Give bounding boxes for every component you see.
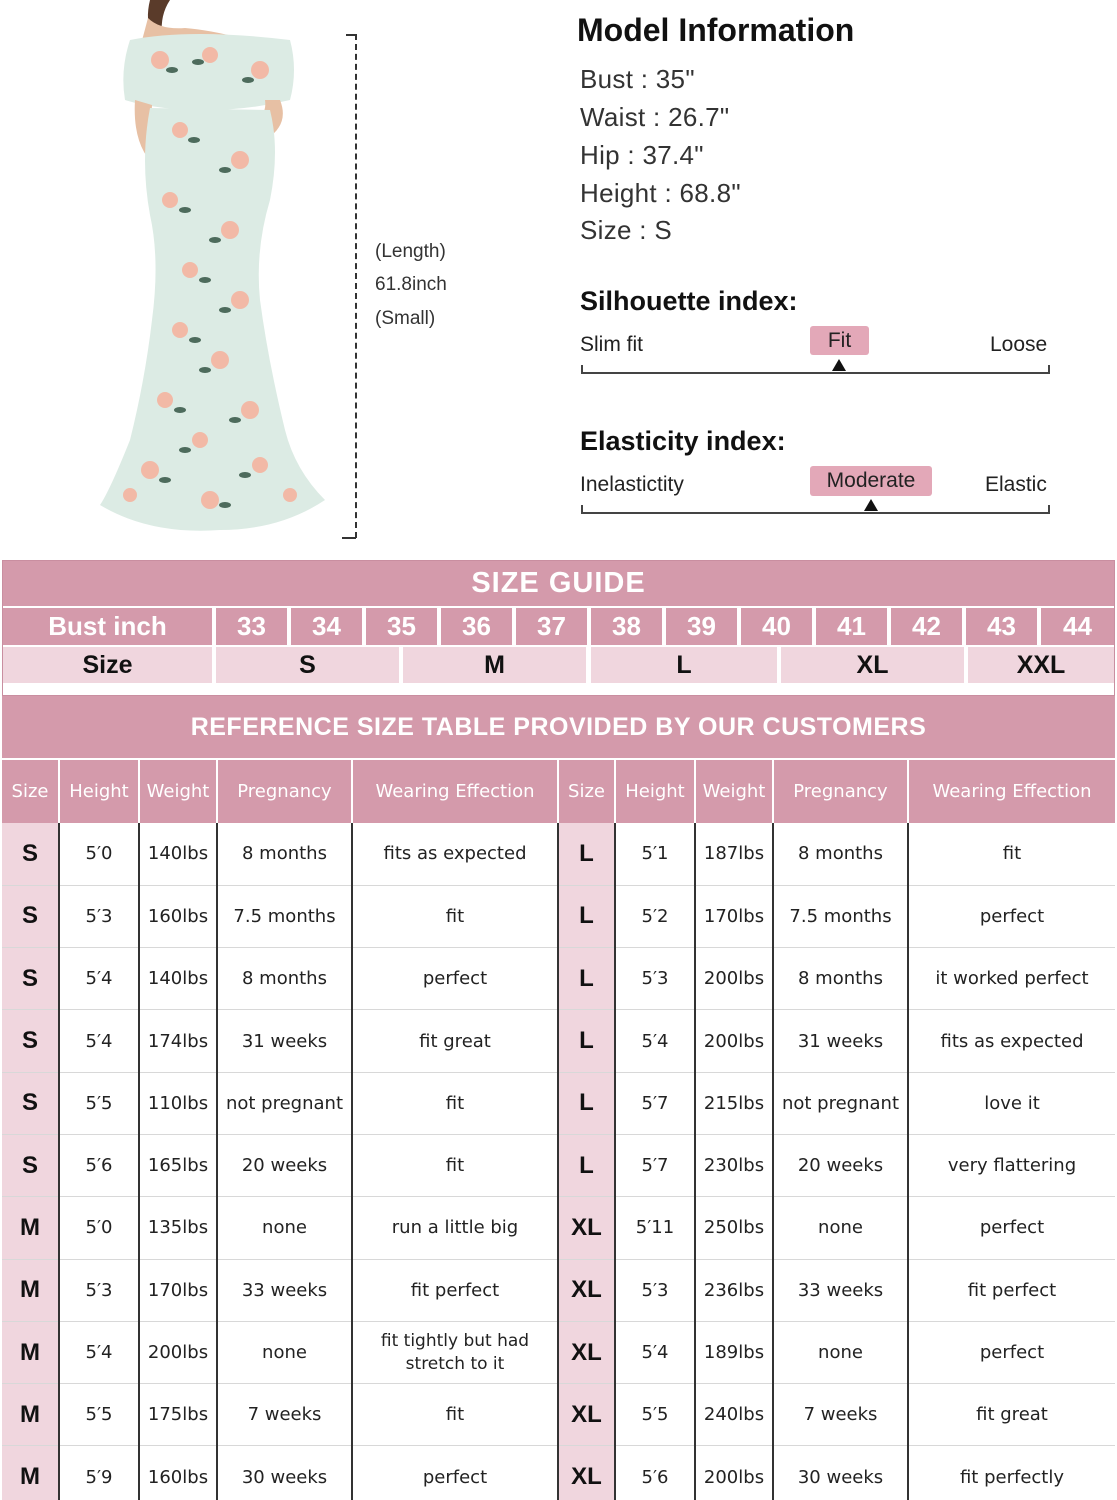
cell-wearing-effection: fit	[352, 885, 558, 947]
cell-weight: 160lbs	[139, 885, 217, 947]
header-height: Height	[615, 760, 695, 823]
table-row	[2, 948, 1115, 1010]
cell-size: L	[558, 823, 615, 885]
cell-pregnancy: none	[217, 1197, 352, 1259]
cell-weight: 170lbs	[139, 1259, 217, 1321]
size-row-label: Size	[3, 647, 212, 683]
cell-wearing-effection: fit tightly but had stretch to it	[352, 1321, 558, 1383]
cell-size: S	[2, 1010, 59, 1072]
bust-value: 34	[291, 608, 362, 645]
cell-wearing-effection: love it	[908, 1072, 1115, 1134]
table-row	[2, 1384, 1115, 1446]
bust-value: 35	[366, 608, 437, 645]
cell-height: 5′6	[615, 1446, 695, 1500]
elasticity-scale	[581, 505, 1050, 514]
header-size: Size	[2, 760, 59, 823]
cell-size: L	[558, 948, 615, 1010]
cell-weight: 200lbs	[695, 1010, 773, 1072]
cell-height: 5′0	[59, 823, 139, 885]
cell-height: 5′9	[59, 1446, 139, 1500]
cell-size: XL	[558, 1259, 615, 1321]
cell-size: S	[2, 1134, 59, 1196]
cell-wearing-effection: perfect	[908, 1321, 1115, 1383]
silhouette-left-label: Slim fit	[580, 333, 643, 356]
bust-value: 41	[816, 608, 887, 645]
model-waist: Waist : 26.7"	[580, 102, 730, 132]
cell-height: 5′7	[615, 1072, 695, 1134]
cell-pregnancy: 8 months	[773, 948, 908, 1010]
cell-weight: 160lbs	[139, 1446, 217, 1500]
bust-value: 38	[591, 608, 662, 645]
cell-size: L	[558, 885, 615, 947]
cell-height: 5′1	[615, 823, 695, 885]
size-cell-m: M	[403, 647, 586, 683]
elasticity-marker-icon	[864, 499, 878, 511]
cell-weight: 140lbs	[139, 948, 217, 1010]
length-tick-bottom	[342, 537, 356, 539]
elasticity-title: Elasticity index:	[580, 426, 786, 456]
bust-value: 39	[666, 608, 737, 645]
bust-value: 43	[966, 608, 1037, 645]
cell-height: 5′6	[59, 1134, 139, 1196]
cell-size: S	[2, 885, 59, 947]
model-info-title: Model Information	[577, 12, 855, 48]
size-cell-l: L	[591, 647, 777, 683]
header-size: Size	[558, 760, 615, 823]
cell-height: 5′3	[59, 885, 139, 947]
cell-weight: 236lbs	[695, 1259, 773, 1321]
cell-pregnancy: 30 weeks	[217, 1446, 352, 1500]
cell-pregnancy: not pregnant	[217, 1072, 352, 1134]
cell-wearing-effection: very flattering	[908, 1134, 1115, 1196]
model-photo	[90, 0, 340, 540]
cell-height: 5′4	[615, 1010, 695, 1072]
model-height: Height : 68.8"	[580, 178, 741, 208]
bust-inch-label: Bust inch	[3, 608, 212, 645]
header-weight: Weight	[695, 760, 773, 823]
header-wearing-effection: Wearing Effection	[352, 760, 558, 823]
cell-pregnancy: not pregnant	[773, 1072, 908, 1134]
silhouette-marker-icon	[832, 359, 846, 371]
cell-size: S	[2, 1072, 59, 1134]
cell-weight: 135lbs	[139, 1197, 217, 1259]
size-cell-xl: XL	[781, 647, 964, 683]
length-indicator-line	[355, 34, 357, 538]
cell-height: 5′3	[615, 948, 695, 1010]
model-size: Size : S	[580, 215, 672, 245]
cell-size: L	[558, 1072, 615, 1134]
length-value: 61.8inch	[375, 274, 447, 295]
cell-weight: 240lbs	[695, 1384, 773, 1446]
cell-weight: 187lbs	[695, 823, 773, 885]
cell-pregnancy: none	[773, 1321, 908, 1383]
cell-pregnancy: 33 weeks	[773, 1259, 908, 1321]
model-hip: Hip : 37.4"	[580, 140, 704, 170]
length-tick-top	[346, 34, 356, 36]
cell-weight: 175lbs	[139, 1384, 217, 1446]
cell-height: 5′4	[59, 1321, 139, 1383]
cell-weight: 110lbs	[139, 1072, 217, 1134]
cell-wearing-effection: fit perfect	[352, 1259, 558, 1321]
cell-pregnancy: 20 weeks	[217, 1134, 352, 1196]
cell-size: S	[2, 948, 59, 1010]
cell-height: 5′3	[615, 1259, 695, 1321]
cell-pregnancy: 31 weeks	[217, 1010, 352, 1072]
cell-pregnancy: 7.5 months	[217, 885, 352, 947]
cell-wearing-effection: fit	[352, 1134, 558, 1196]
cell-weight: 200lbs	[695, 948, 773, 1010]
table-row	[2, 1134, 1115, 1196]
table-row	[2, 1321, 1115, 1383]
silhouette-selected-pill: Fit	[810, 326, 869, 355]
bust-value: 44	[1041, 608, 1114, 645]
cell-wearing-effection: fit	[908, 823, 1115, 885]
cell-wearing-effection: fit perfect	[908, 1259, 1115, 1321]
cell-size: L	[558, 1010, 615, 1072]
size-guide-title: SIZE GUIDE	[3, 561, 1114, 606]
reference-table-title: REFERENCE SIZE TABLE PROVIDED BY OUR CUSTOMERS	[2, 696, 1115, 758]
cell-pregnancy: none	[773, 1197, 908, 1259]
cell-height: 5′4	[615, 1321, 695, 1383]
bust-value: 37	[516, 608, 587, 645]
cell-height: 5′4	[59, 1010, 139, 1072]
header-pregnancy: Pregnancy	[773, 760, 908, 823]
cell-wearing-effection: fit	[352, 1384, 558, 1446]
header-weight: Weight	[139, 760, 217, 823]
cell-weight: 170lbs	[695, 885, 773, 947]
elasticity-selected-pill: Moderate	[810, 466, 932, 496]
header-wearing-effection: Wearing Effection	[908, 760, 1115, 823]
bust-value: 42	[891, 608, 962, 645]
reference-table-body	[2, 823, 1115, 1500]
cell-size: XL	[558, 1446, 615, 1500]
cell-pregnancy: 7 weeks	[217, 1384, 352, 1446]
table-row	[2, 1259, 1115, 1321]
table-row	[2, 1072, 1115, 1134]
header-pregnancy: Pregnancy	[217, 760, 352, 823]
cell-height: 5′5	[59, 1384, 139, 1446]
cell-wearing-effection: fit great	[352, 1010, 558, 1072]
reference-table	[2, 760, 1115, 1500]
cell-wearing-effection: perfect	[908, 885, 1115, 947]
length-size: (Small)	[375, 308, 436, 329]
size-cell-s: S	[216, 647, 399, 683]
cell-height: 5′4	[59, 948, 139, 1010]
cell-pregnancy: 20 weeks	[773, 1134, 908, 1196]
table-row	[2, 885, 1115, 947]
cell-wearing-effection: fit great	[908, 1384, 1115, 1446]
cell-size: XL	[558, 1197, 615, 1259]
cell-pregnancy: 7.5 months	[773, 885, 908, 947]
cell-size: M	[2, 1259, 59, 1321]
cell-size: L	[558, 1134, 615, 1196]
elasticity-left-label: Inelastictity	[580, 473, 684, 496]
cell-wearing-effection: perfect	[352, 1446, 558, 1500]
cell-weight: 200lbs	[695, 1446, 773, 1500]
cell-size: M	[2, 1384, 59, 1446]
silhouette-right-label: Loose	[990, 333, 1048, 356]
model-bust: Bust : 35"	[580, 64, 695, 94]
bust-value: 40	[741, 608, 812, 645]
table-row	[2, 1446, 1115, 1500]
cell-size: M	[2, 1197, 59, 1259]
table-row	[2, 1010, 1115, 1072]
cell-pregnancy: 8 months	[217, 823, 352, 885]
size-cell-xxl: XXL	[968, 647, 1114, 683]
cell-size: XL	[558, 1321, 615, 1383]
table-row	[2, 1197, 1115, 1259]
cell-size: XL	[558, 1384, 615, 1446]
cell-wearing-effection: it worked perfect	[908, 948, 1115, 1010]
cell-wearing-effection: fit	[352, 1072, 558, 1134]
bust-value: 36	[441, 608, 512, 645]
cell-pregnancy: 33 weeks	[217, 1259, 352, 1321]
elasticity-right-label: Elastic	[985, 473, 1047, 496]
cell-pregnancy: 30 weeks	[773, 1446, 908, 1500]
cell-size: M	[2, 1321, 59, 1383]
cell-weight: 250lbs	[695, 1197, 773, 1259]
cell-pregnancy: 8 months	[217, 948, 352, 1010]
cell-height: 5′5	[615, 1384, 695, 1446]
cell-pregnancy: 7 weeks	[773, 1384, 908, 1446]
cell-size: S	[2, 823, 59, 885]
cell-weight: 165lbs	[139, 1134, 217, 1196]
bust-value: 33	[216, 608, 287, 645]
silhouette-title: Silhouette index:	[580, 286, 798, 316]
cell-pregnancy: 8 months	[773, 823, 908, 885]
cell-wearing-effection: fits as expected	[352, 823, 558, 885]
cell-height: 5′5	[59, 1072, 139, 1134]
cell-height: 5′7	[615, 1134, 695, 1196]
cell-wearing-effection: perfect	[352, 948, 558, 1010]
cell-wearing-effection: run a little big	[352, 1197, 558, 1259]
cell-height: 5′11	[615, 1197, 695, 1259]
cell-weight: 200lbs	[139, 1321, 217, 1383]
cell-size: M	[2, 1446, 59, 1500]
cell-height: 5′2	[615, 885, 695, 947]
header-height: Height	[59, 760, 139, 823]
silhouette-scale	[581, 365, 1050, 374]
cell-wearing-effection: fit perfectly	[908, 1446, 1115, 1500]
size-guide	[2, 560, 1115, 696]
table-row	[2, 823, 1115, 885]
cell-weight: 230lbs	[695, 1134, 773, 1196]
cell-height: 5′3	[59, 1259, 139, 1321]
cell-weight: 140lbs	[139, 823, 217, 885]
cell-wearing-effection: perfect	[908, 1197, 1115, 1259]
cell-wearing-effection: fits as expected	[908, 1010, 1115, 1072]
cell-pregnancy: 31 weeks	[773, 1010, 908, 1072]
cell-weight: 174lbs	[139, 1010, 217, 1072]
cell-weight: 189lbs	[695, 1321, 773, 1383]
reference-header-row	[2, 760, 1115, 823]
cell-pregnancy: none	[217, 1321, 352, 1383]
cell-height: 5′0	[59, 1197, 139, 1259]
length-label: (Length)	[375, 241, 446, 262]
cell-weight: 215lbs	[695, 1072, 773, 1134]
